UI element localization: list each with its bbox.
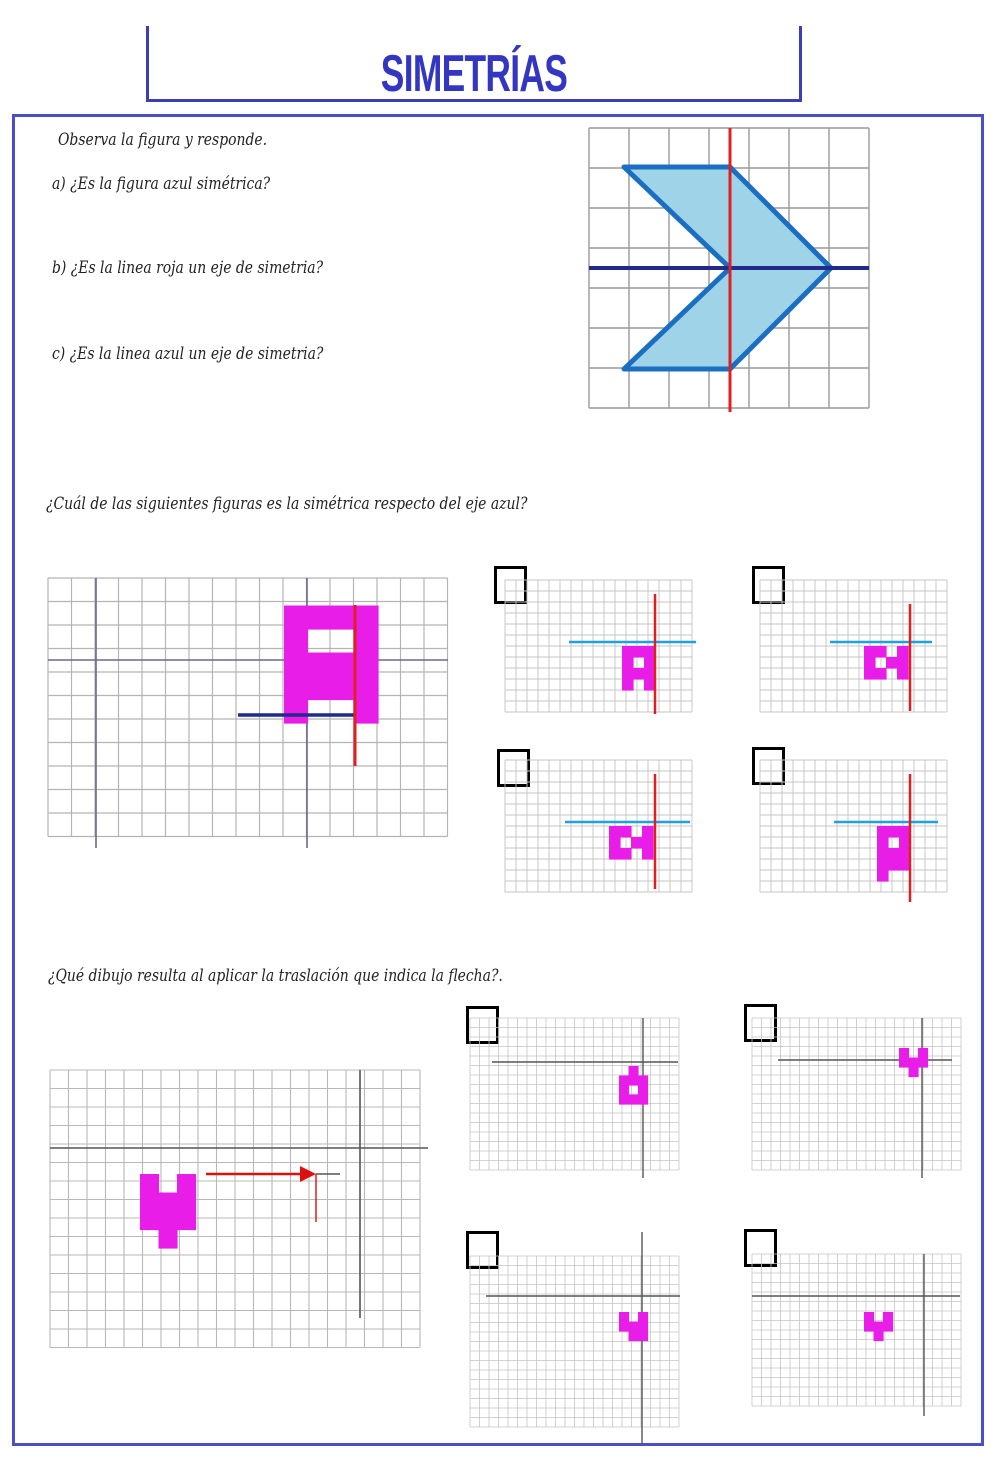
shape-cell xyxy=(877,870,889,882)
shape-cell xyxy=(620,826,632,838)
shape-cell xyxy=(638,1076,648,1086)
magenta-shape xyxy=(864,1312,893,1341)
question-a: a) ¿Es la figura azul simétrica? xyxy=(52,174,271,194)
shape-cell xyxy=(899,1058,909,1068)
shape-cell xyxy=(355,700,379,724)
grid-lines xyxy=(48,578,448,837)
grid-lines xyxy=(470,1256,679,1427)
shape-cell xyxy=(284,629,308,653)
shape-cell xyxy=(888,826,900,838)
shape-cell xyxy=(633,668,645,680)
shape-cell xyxy=(642,848,654,860)
shape-cell xyxy=(159,1230,178,1249)
translation-option-c xyxy=(470,1232,682,1444)
magenta-shape xyxy=(619,1312,648,1341)
shape-cell xyxy=(897,646,909,658)
shape-cell xyxy=(877,837,889,849)
shape-cell xyxy=(177,1211,196,1230)
shape-cell xyxy=(622,668,634,680)
magenta-shape xyxy=(140,1174,196,1249)
shape-cell xyxy=(622,646,634,658)
grid-lines xyxy=(505,580,692,712)
section2-question: ¿Cuál de las siguientes figuras es la simétrica respecto del eje azul? xyxy=(46,494,528,514)
grid-lines xyxy=(752,1018,961,1170)
grid-lines xyxy=(760,580,947,712)
translation-option-d xyxy=(752,1240,964,1416)
shape-cell xyxy=(875,668,887,680)
shape-cell xyxy=(642,837,654,849)
grid-lines xyxy=(505,760,692,892)
shape-cell xyxy=(638,1085,648,1095)
shape-cell xyxy=(355,676,379,700)
shape-cell xyxy=(355,606,379,630)
shape-cell xyxy=(883,1322,893,1332)
question-c: c) ¿Es la linea azul un eje de simetria? xyxy=(52,344,324,364)
shape-cell xyxy=(888,848,900,860)
shape-cell xyxy=(864,646,876,658)
shape-cell xyxy=(609,826,621,838)
shape-cell xyxy=(177,1174,196,1193)
symmetry-source-figure xyxy=(48,578,448,848)
shape-cell xyxy=(874,1322,884,1332)
instruction-text: Observa la figura y responde. xyxy=(58,130,268,150)
page-title: SIMETRÍAS xyxy=(380,45,568,103)
shape-cell xyxy=(609,848,621,860)
shape-cell xyxy=(308,606,332,630)
shape-cell xyxy=(899,1048,909,1058)
symmetry-chevron-figure xyxy=(586,128,872,412)
grid-lines xyxy=(50,1070,420,1348)
shape-cell xyxy=(875,646,887,658)
shape-cell xyxy=(629,1331,639,1341)
shape-cell xyxy=(638,1312,648,1322)
shape-cell xyxy=(638,1322,648,1332)
magenta-shape xyxy=(864,646,909,680)
shape-cell xyxy=(629,1322,639,1332)
shape-cell xyxy=(909,1067,919,1077)
shape-cell xyxy=(874,1331,884,1341)
shape-cell xyxy=(864,657,876,669)
shape-cell xyxy=(159,1193,178,1212)
shape-cell xyxy=(284,606,308,630)
shape-cell xyxy=(177,1193,196,1212)
shape-cell xyxy=(897,657,909,669)
grid-lines xyxy=(760,760,947,892)
shape-cell xyxy=(619,1322,629,1332)
translation-arrow-head xyxy=(300,1166,316,1182)
shape-cell xyxy=(331,653,355,677)
shape-cell xyxy=(638,1331,648,1341)
magenta-shape xyxy=(284,606,379,724)
shape-cell xyxy=(619,1076,629,1086)
symmetry-option-a xyxy=(505,580,701,714)
shape-cell xyxy=(284,676,308,700)
shape-cell xyxy=(284,700,308,724)
shape-cell xyxy=(864,668,876,680)
shape-cell xyxy=(909,1058,919,1068)
shape-cell xyxy=(629,1066,639,1076)
shape-cell xyxy=(619,1312,629,1322)
shape-cell xyxy=(864,1322,874,1332)
translation-source-figure xyxy=(50,1070,428,1354)
shape-cell xyxy=(355,653,379,677)
shape-cell xyxy=(631,837,643,849)
symmetry-option-c xyxy=(505,760,701,894)
question-b: b) ¿Es la linea roja un eje de simetria? xyxy=(52,258,324,278)
shape-cell xyxy=(284,653,308,677)
translation-option-a xyxy=(470,1018,682,1178)
shape-cell xyxy=(140,1211,159,1230)
magenta-shape xyxy=(622,646,656,691)
shape-cell xyxy=(619,1095,629,1105)
shape-cell xyxy=(609,837,621,849)
shape-cell xyxy=(622,679,634,691)
shape-cell xyxy=(918,1048,928,1058)
magenta-shape xyxy=(619,1066,648,1105)
shape-cell xyxy=(331,676,355,700)
symmetry-option-b xyxy=(760,580,956,714)
shape-cell xyxy=(877,859,889,871)
shape-cell xyxy=(159,1211,178,1230)
shape-cell xyxy=(877,826,889,838)
shape-cell xyxy=(918,1058,928,1068)
magenta-shape xyxy=(609,826,654,860)
magenta-shape xyxy=(877,826,911,882)
shape-cell xyxy=(877,848,889,860)
shape-cell xyxy=(638,1095,648,1105)
shape-cell xyxy=(897,668,909,680)
symmetry-option-d xyxy=(760,760,956,904)
shape-cell xyxy=(622,657,634,669)
translation-option-b xyxy=(752,1018,964,1178)
shape-cell xyxy=(308,676,332,700)
shape-cell xyxy=(140,1193,159,1212)
shape-cell xyxy=(642,826,654,838)
shape-cell xyxy=(633,646,645,658)
shape-cell xyxy=(140,1174,159,1193)
shape-cell xyxy=(331,606,355,630)
section3-question: ¿Qué dibujo resulta al aplicar la traslación que indica la flecha?. xyxy=(48,966,503,986)
grid-lines xyxy=(752,1254,961,1406)
shape-cell xyxy=(629,1076,639,1086)
title-box xyxy=(146,26,802,102)
shape-cell xyxy=(620,848,632,860)
shape-cell xyxy=(864,1312,874,1322)
shape-cell xyxy=(619,1085,629,1095)
shape-cell xyxy=(888,859,900,871)
shape-cell xyxy=(355,629,379,653)
shape-cell xyxy=(629,1095,639,1105)
shape-cell xyxy=(308,653,332,677)
shape-cell xyxy=(883,1312,893,1322)
shape-cell xyxy=(886,657,898,669)
